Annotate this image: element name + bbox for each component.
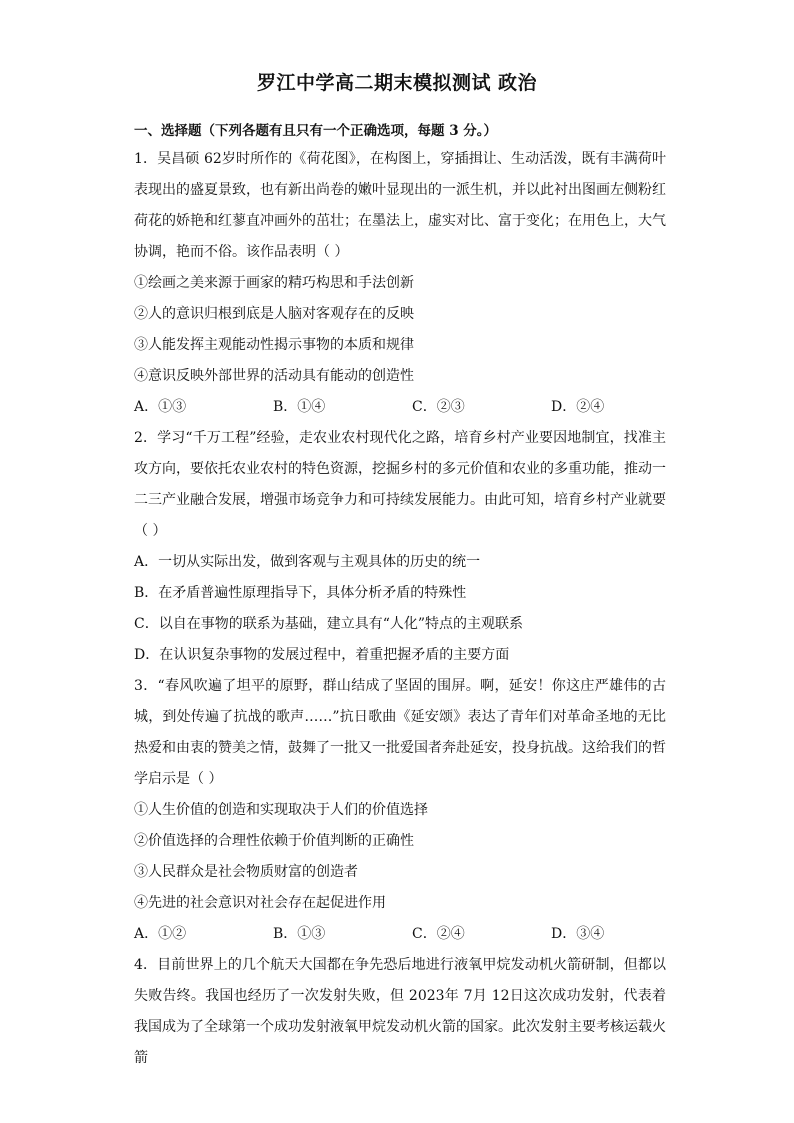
question-1 — [134, 144, 666, 423]
question-1-stem: 1．吴昌硕 62岁时所作的《荷花图》，在构图上，穿插揖让、生动活泼，既有丰满荷叶表现出的盛夏景致，也有新出尚卷的嫩叶显现出的一派生机，并以此衬出图画左侧粉红荷花的娇艳和红蓼直冲画外的茁壮；在墨法上，虚实对比、富于变化；在用色上，大气协调，艳而不俗。该作品表明（ ） — [134, 151, 666, 260]
question-3-stem: 3．“春风吹遍了坦平的原野，群山结成了坚固的围屏。啊，延安！你这庄严雄伟的古城，到处传遍了抗战的歌声……”抗日歌曲《延安颂》表达了青年们对革命圣地的无比热爱和由衷的赞美之情，鼓舞了一批又一批爱国者奔赴延安，投身抗战。这给我们的哲学启示是（ ） — [134, 678, 666, 787]
question-3-option-a: A．①② — [134, 926, 187, 942]
question-4 — [134, 950, 666, 1074]
question-3-option-c: C．②④ — [412, 926, 465, 942]
question-3-item-3: ③人民群众是社会物质财富的创造者 — [134, 864, 358, 880]
question-2-option-a: A．一切从实际出发，做到客观与主观具体的历史的统一 — [134, 554, 481, 570]
question-3-option-b: B．①③ — [273, 926, 326, 942]
question-2-option-c: C．以自在事物的联系为基础，建立具有“人化”特点的主观联系 — [134, 616, 524, 632]
question-1-option-a: A．①③ — [134, 399, 187, 415]
question-1-option-d: D．②④ — [551, 399, 605, 415]
question-2-option-d: D．在认识复杂事物的发展过程中，着重把握矛盾的主要方面 — [134, 647, 510, 663]
exam-content — [134, 120, 666, 1074]
question-3-item-1: ①人生价值的创造和实现取决于人们的价值选择 — [134, 802, 428, 818]
question-1-item-4: ④意识反映外部世界的活动具有能动的创造性 — [134, 368, 414, 384]
question-1-item-2: ②人的意识归根到底是人脑对客观存在的反映 — [134, 306, 414, 322]
question-2-stem: 2．学习“千万工程”经验，走农业农村现代化之路，培育乡村产业要因地制宜，找准主攻方向，要依托农业农村的特色资源，挖掘乡村的多元价值和农业的多重功能，推动一二三产业融合发展，增强市场竞争力和可持续发展能力。由此可知，培育乡村产业就要（ ） — [134, 430, 666, 539]
question-1-option-c: C．②③ — [412, 399, 465, 415]
section-heading: 一、选择题（下列各题有且只有一个正确选项，每题 3 分。） — [134, 123, 498, 139]
question-1-item-1: ①绘画之美来源于画家的精巧构思和手法创新 — [134, 275, 414, 291]
question-1-option-b: B．①④ — [273, 399, 326, 415]
question-3-item-2: ②价值选择的合理性依赖于价值判断的正确性 — [134, 833, 414, 849]
question-2 — [134, 423, 666, 671]
question-3-option-d: D．③④ — [551, 926, 605, 942]
question-1-options — [134, 392, 666, 423]
question-1-item-3: ③人能发挥主观能动性揭示事物的本质和规律 — [134, 337, 414, 353]
question-4-stem: 4．目前世界上的几个航天大国都在争先恐后地进行液氧甲烷发动机火箭研制，但都以失败告终。我国也经历了一次发射失败，但 2023年 7月 12日这次成功发射，代表着我国成为了全球第一个成功发射液氧甲烷发动机火箭的国家。此次发射主要考核运载火箭 — [134, 957, 666, 1066]
exam-title: 罗江中学高二期末模拟测试 政治 — [256, 72, 538, 94]
question-3-options — [134, 919, 666, 950]
question-2-option-b: B．在矛盾普遍性原理指导下，具体分析矛盾的特殊性 — [134, 585, 467, 601]
question-3-item-4: ④先进的社会意识对社会存在起促进作用 — [134, 895, 386, 911]
question-3 — [134, 671, 666, 950]
